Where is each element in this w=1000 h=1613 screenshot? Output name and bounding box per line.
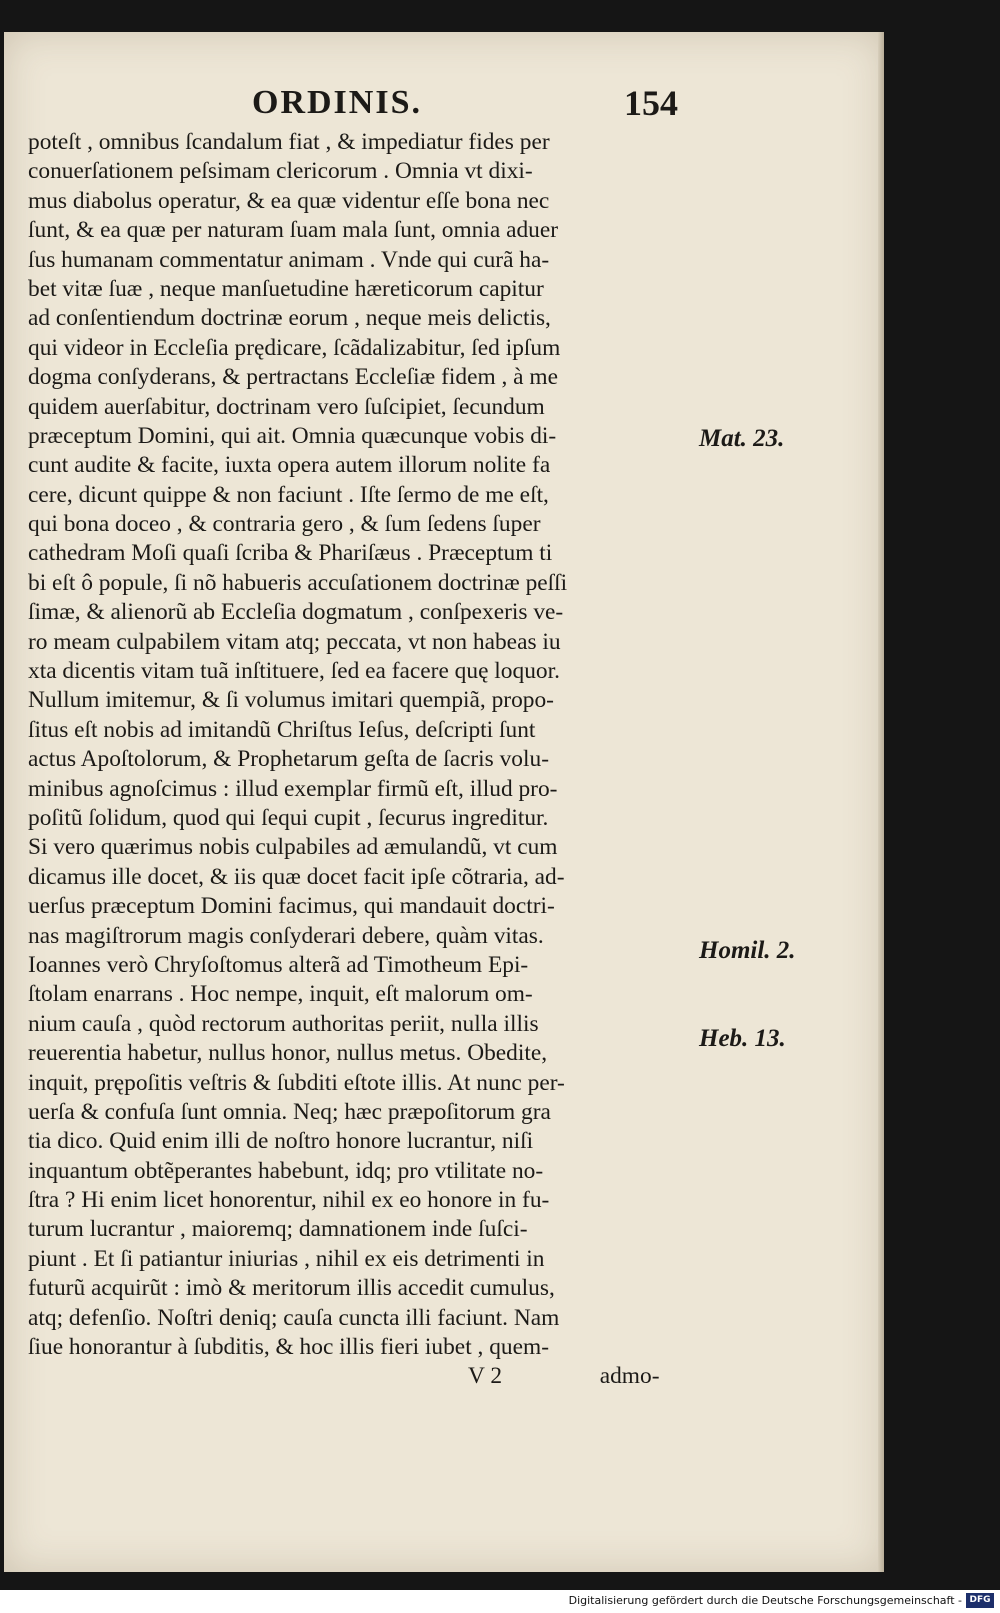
text-line: ro meam culpabilem vitam atq; peccata, vt non habeas iu bbox=[28, 628, 561, 655]
text-line: actus Apoſtolorum, & Prophetarum geſta de ſacris volu- bbox=[28, 746, 549, 773]
text-line: ſunt, & ea quæ per naturam ſuam mala ſunt, omnia aduer bbox=[28, 217, 559, 244]
text-line: atq; defenſio. Noſtri deniq; cauſa cuncta illi faciunt. Nam bbox=[28, 1304, 560, 1331]
text-line: bi eſt ô popule, ſi nõ habueris accuſationem doctrinæ peſſi bbox=[28, 569, 568, 596]
margin-note-homil: Homil. 2. bbox=[699, 937, 796, 964]
running-head: ORDINIS. bbox=[252, 84, 422, 121]
page-edge bbox=[878, 32, 884, 1572]
text-line: Ioannes verò Chryſoſtomus alterã ad Timotheum Epi- bbox=[28, 951, 529, 978]
text-line: quidem auerſabitur, doctrinam vero ſuſcipiet, ſecundum bbox=[28, 393, 545, 420]
text-line: cathedram Moſi quaſi ſcriba & Phariſæus . Præceptum ti bbox=[28, 540, 553, 567]
text-line: reuerentia habetur, nullus honor, nullus metus. Obedite, bbox=[28, 1040, 548, 1067]
text-line: piunt . Et ſi patiantur iniurias , nihil ex eis detrimenti in bbox=[28, 1245, 545, 1272]
text-line: Si vero quærimus nobis culpabiles ad æmulandũ, vt cum bbox=[28, 834, 558, 861]
text-line: nas magiſtrorum magis conſyderari debere, quàm vitas. bbox=[28, 922, 544, 949]
text-line: Nullum imitemur, & ſi volumus imitari quempiã, propo- bbox=[28, 687, 554, 714]
text-line: futurũ acquirũt : imò & meritorum illis accedit cumulus, bbox=[28, 1275, 555, 1302]
text-line: dogma conſyderans, & pertractans Eccleſiæ fidem , à me bbox=[28, 364, 558, 391]
text-line: ſus humanam commentatur animam . Vnde qui curã ha- bbox=[28, 246, 550, 273]
signature-catchword-line bbox=[28, 1362, 688, 1391]
text-line: qui bona doceo , & contraria gero , & ſum ſedens ſuper bbox=[28, 511, 541, 538]
text-line: uerſa & confuſa ſunt omnia. Neq; hæc præpoſitorum gra bbox=[28, 1098, 551, 1125]
text-line: conuerſationem peſsimam clericorum . Omnia vt dixi- bbox=[28, 158, 533, 185]
text-line: uerſus præceptum Domini facimus, qui mandauit doctri- bbox=[28, 893, 555, 920]
margin-note-heb: Heb. 13. bbox=[699, 1025, 786, 1052]
margin-note-mat: Mat. 23. bbox=[699, 425, 785, 452]
text-line: ad conſentiendum doctrinæ eorum , neque meis delictis, bbox=[28, 305, 551, 332]
text-line: inquantum obtẽperantes habebunt, idq; pro vtilitate no- bbox=[28, 1157, 544, 1184]
catchword: admo- bbox=[599, 1363, 660, 1390]
text-line: poteſt , omnibus ſcandalum fiat , & impediatur fides per bbox=[28, 129, 550, 155]
text-line: bet vitæ ſuæ , neque manſuetudine hæreticorum capitur bbox=[28, 275, 544, 302]
page-number: 154 bbox=[624, 83, 678, 123]
text-line: nium cauſa , quòd rectorum authoritas periit, nulla illis bbox=[28, 1010, 539, 1037]
text-line: tia dico. Quid enim illi de noſtro honore lucrantur, niſi bbox=[28, 1128, 534, 1155]
text-line: inquit, prępoſitis veſtris & ſubditi eſtote illis. At nunc per- bbox=[28, 1069, 565, 1096]
text-line: cere, dicunt quippe & non faciunt . Iſte ſermo de me eſt, bbox=[28, 481, 549, 508]
text-line: ſitus eſt nobis ad imitandũ Chriſtus Ieſus, deſcripti ſunt bbox=[28, 716, 536, 743]
text-line: minibus agnoſcimus : illud exemplar firmũ eſt, illud pro- bbox=[28, 775, 558, 802]
text-line: poſitũ ſolidum, quod qui ſequi cupit , ſecurus ingreditur. bbox=[28, 804, 549, 831]
text-line: ſtolam enarrans . Hoc nempe, inquit, eſt malorum om- bbox=[28, 981, 533, 1008]
text-line: qui videor in Eccleſia prędicare, ſcãdalizabitur, ſed ipſum bbox=[28, 334, 561, 361]
signature-mark: V 2 bbox=[468, 1363, 503, 1390]
dfg-logo: DFG bbox=[966, 1593, 994, 1608]
text-line: mus diabolus operatur, & ea quæ videntur eſſe bona nec bbox=[28, 187, 550, 214]
text-line: xta dicentis vitam tuã inſtituere, ſed ea facere quę loquor. bbox=[28, 658, 560, 685]
text-line: turum lucrantur , maioremq; damnationem inde ſuſci- bbox=[28, 1216, 528, 1243]
text-line: dicamus ille docet, & iis quæ docet facit ipſe cõtraria, ad- bbox=[28, 863, 565, 890]
text-line: ſiue honorantur à ſubditis, & hoc illis fieri iubet , quem- bbox=[28, 1334, 549, 1361]
footer bbox=[0, 1590, 1000, 1613]
body-text bbox=[28, 128, 688, 1392]
text-line: ſtra ? Hi enim licet honorentur, nihil ex eo honore in fu- bbox=[28, 1187, 550, 1214]
book-page bbox=[4, 32, 884, 1572]
funding-credit: Digitalisierung gefördert durch die Deutsche Forschungsgemeinschaft - bbox=[568, 1594, 962, 1607]
text-line: ſimæ, & alienorũ ab Eccleſia dogmatum , conſpexeris ve- bbox=[28, 599, 564, 626]
text-line: præceptum Domini, qui ait. Omnia quæcunque vobis di- bbox=[28, 422, 557, 449]
text-line: cunt audite & facite, iuxta opera autem illorum nolite fa bbox=[28, 452, 551, 479]
